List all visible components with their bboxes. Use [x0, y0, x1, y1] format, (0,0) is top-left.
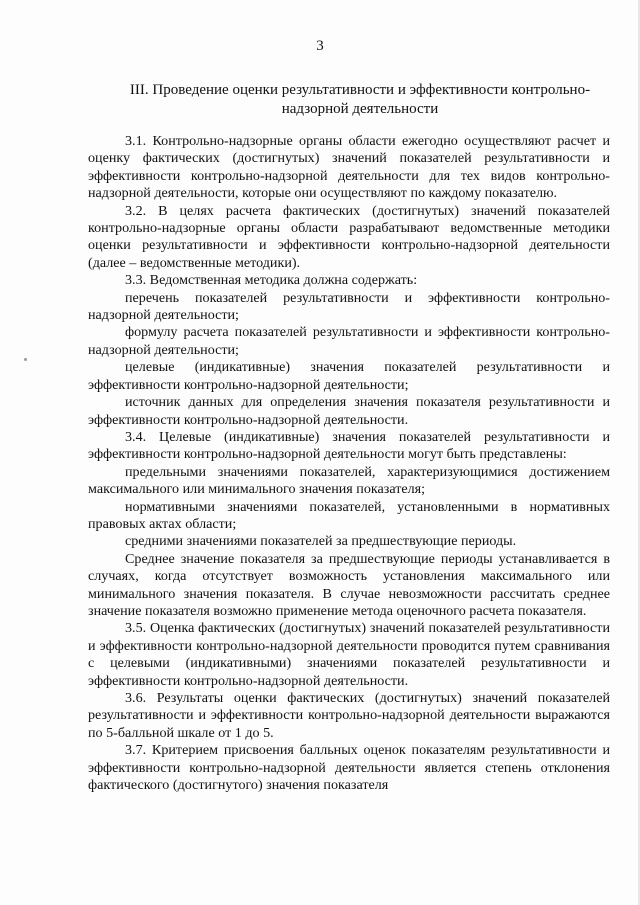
paragraph-3-6: 3.6. Результаты оценки фактических (достигнутых) значений показателей результативности и эффективности контрольно-надзорной деятельности выражаются по 5-балльной шкале от 1 до 5. [88, 690, 610, 741]
list-item-data-source: источник данных для определения значения показателя результативности и эффективности контрольно-надзорной деятельности. [88, 394, 610, 428]
paragraph-3-2: 3.2. В целях расчета фактических (достигнутых) значений показателей контрольно-надзорные органы области разрабатывают ведомственные методики оценки результативности и эффективности контрольно-надзорной деятельности (далее – ведомственные методики). [88, 202, 610, 271]
document-body [88, 133, 610, 794]
scan-speck [24, 358, 27, 361]
section-title: III. Проведение оценки результативности и эффективности контрольно-надзорной деятельности [129, 82, 591, 117]
paragraph-3-5: 3.5. Оценка фактических (достигнутых) значений показателей результативности и эффективности контрольно-надзорной деятельности проводится путем сравнивания с целевыми (индикативными) значениями показателей результативности и эффективности контрольно-надзорной деятельности. [88, 620, 610, 689]
paragraph-average-value: Среднее значение показателя за предшествующие периоды устанавливается в случаях, когда отсутствует возможность установления максимального или минимального значения показателя. В случае невозможности рассчитать среднее значение показателя возможно применение метода оценочного расчета показателя. [88, 550, 610, 619]
paragraph-3-3: 3.3. Ведомственная методика должна содержать: [125, 272, 418, 289]
paragraph-3-4: 3.4. Целевые (индикативные) значения показателей результативности и эффективности контрольно-надзорной деятельности могут быть представлены: [88, 428, 610, 463]
list-item-formula: формулу расчета показателей результативности и эффективности контрольно-надзорной деятельности; [88, 324, 610, 358]
list-item-average-values: средними значениями показателей за предшествующие периоды. [125, 533, 517, 550]
paragraph-3-7: 3.7. Критерием присвоения балльных оценок показателям результативности и эффективности контрольно-надзорной деятельности является степень отклонения фактического (достигнутого) значения показателя [88, 742, 610, 794]
list-item-limit-values: предельными значениями показателей, характеризующимися достижением максимального или минимального значения показателя; [88, 463, 610, 498]
page-number: 3 [316, 38, 324, 54]
list-item-normative-values: нормативными значениями показателей, установленными в нормативных правовых актах области; [88, 498, 610, 532]
paragraph-3-1: 3.1. Контрольно-надзорные органы области ежегодно осуществляют расчет и оценку фактических (достигнутых) значений показателей результативности и эффективности контрольно-надзорной деятельности для тех видов контрольно-надзорной деятельности, которые они осуществляют по каждому показателю. [88, 133, 610, 202]
list-item-target-values: целевые (индикативные) значения показателей результативности и эффективности контрольно-надзорной деятельности; [88, 359, 610, 393]
list-item-indicators: перечень показателей результативности и эффективности контрольно-надзорной деятельности; [88, 289, 610, 324]
